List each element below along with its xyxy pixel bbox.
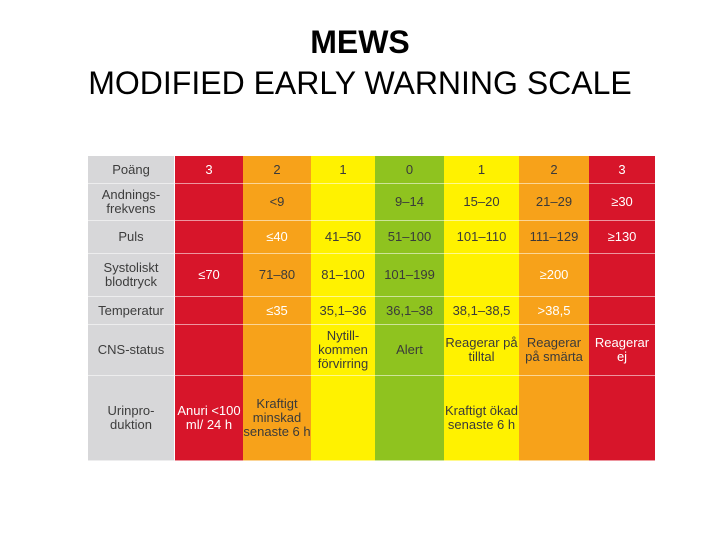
score-header-3-low: 3 bbox=[175, 156, 243, 184]
table-cell: ≥130 bbox=[589, 221, 655, 254]
table-cell: Kraftigt ökad senaste 6 h bbox=[444, 376, 519, 461]
table-cell bbox=[243, 325, 311, 376]
table-cell: ≥30 bbox=[589, 184, 655, 221]
table-cell: Anuri <100 ml/ 24 h bbox=[175, 376, 243, 461]
table-cell bbox=[175, 325, 243, 376]
table-cell: <9 bbox=[243, 184, 311, 221]
table-cell bbox=[375, 376, 444, 461]
table-cell: 51–100 bbox=[375, 221, 444, 254]
table-cell bbox=[175, 184, 243, 221]
table-cell: Reagerar på smärta bbox=[519, 325, 589, 376]
table-cell: 81–100 bbox=[311, 254, 375, 297]
table-cell: ≤35 bbox=[243, 297, 311, 325]
table-cell bbox=[175, 297, 243, 325]
table-cell: 21–29 bbox=[519, 184, 589, 221]
score-header-0: 0 bbox=[375, 156, 444, 184]
header-label: Poäng bbox=[88, 156, 175, 184]
table-cell: 71–80 bbox=[243, 254, 311, 297]
table-cell bbox=[311, 184, 375, 221]
table-cell: Reagerar ej bbox=[589, 325, 655, 376]
page-subtitle: MODIFIED EARLY WARNING SCALE bbox=[88, 65, 632, 101]
table-cell: 15–20 bbox=[444, 184, 519, 221]
table-cell bbox=[589, 254, 655, 297]
table-cell: Alert bbox=[375, 325, 444, 376]
table-cell: >38,5 bbox=[519, 297, 589, 325]
table-cell: ≤40 bbox=[243, 221, 311, 254]
row-label-respiratory-rate: Andnings-frekvens bbox=[88, 184, 175, 221]
row-label-urine-output: Urinpro-duktion bbox=[88, 376, 175, 461]
score-header-1-high: 1 bbox=[444, 156, 519, 184]
title-block bbox=[0, 22, 720, 104]
table-cell: 111–129 bbox=[519, 221, 589, 254]
row-label-cns-status: CNS-status bbox=[88, 325, 175, 376]
table-cell bbox=[311, 376, 375, 461]
table-cell bbox=[589, 297, 655, 325]
table-cell: 101–110 bbox=[444, 221, 519, 254]
table-cell: 35,1–36 bbox=[311, 297, 375, 325]
score-header-3-high: 3 bbox=[589, 156, 655, 184]
table-cell: ≥200 bbox=[519, 254, 589, 297]
table-cell: 36,1–38 bbox=[375, 297, 444, 325]
table-cell: Nytill-kommen förvirring bbox=[311, 325, 375, 376]
table-cell: 38,1–38,5 bbox=[444, 297, 519, 325]
table-cell: Kraftigt minskad senaste 6 h bbox=[243, 376, 311, 461]
table-cell bbox=[589, 376, 655, 461]
table-cell: ≤70 bbox=[175, 254, 243, 297]
score-header-2-high: 2 bbox=[519, 156, 589, 184]
table-cell bbox=[175, 221, 243, 254]
table-cell: Reagerar på tilltal bbox=[444, 325, 519, 376]
row-label-systolic-bp: Systoliskt blodtryck bbox=[88, 254, 175, 297]
score-header-1-low: 1 bbox=[311, 156, 375, 184]
row-label-temperature: Temperatur bbox=[88, 297, 175, 325]
page-title: MEWS bbox=[310, 24, 410, 60]
table-cell: 9–14 bbox=[375, 184, 444, 221]
row-label-pulse: Puls bbox=[88, 221, 175, 254]
table-cell: 41–50 bbox=[311, 221, 375, 254]
mews-score-table bbox=[88, 156, 655, 461]
table-cell bbox=[444, 254, 519, 297]
score-header-2-low: 2 bbox=[243, 156, 311, 184]
table-cell: 101–199 bbox=[375, 254, 444, 297]
table-cell bbox=[519, 376, 589, 461]
